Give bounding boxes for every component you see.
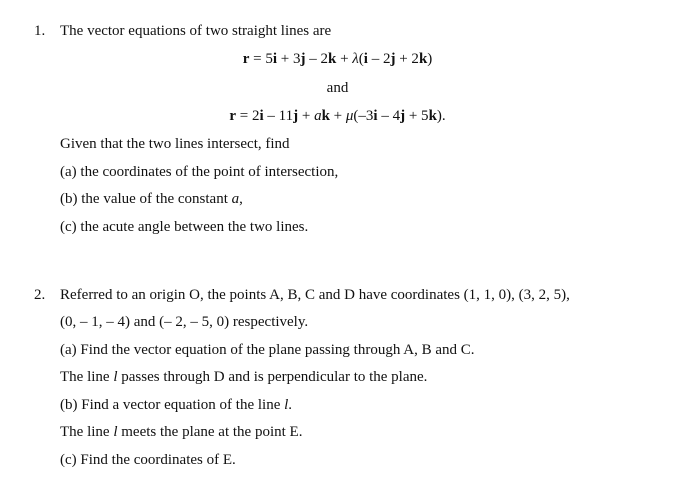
question-2-part-a: (a) Find the vector equation of the plane passing through A, B and C. <box>60 342 475 358</box>
question-1-number: 1. <box>34 23 46 39</box>
part-b-text: , <box>239 191 243 207</box>
eq1-lambda: λ <box>352 51 359 67</box>
and-connector: and <box>326 80 349 96</box>
statement-text: The line <box>60 369 114 385</box>
statement-text: meets the plane at the point E. <box>117 424 303 440</box>
eq2-i: i <box>373 108 378 124</box>
eq2-part: – 4 <box>377 108 401 124</box>
eq1-part: + <box>336 51 353 67</box>
eq1-part: ( <box>358 51 364 67</box>
eq2-part: (–3 <box>353 108 374 124</box>
eq1-part: – 2 <box>305 51 328 67</box>
eq2-part: ). <box>436 108 446 124</box>
part-b-text: (b) Find a vector equation of the line <box>60 397 285 413</box>
line-variable: l <box>284 397 289 413</box>
part-b-variable: a <box>231 191 240 207</box>
question-2-statement-2 <box>60 423 302 441</box>
question-2-line-2: (0, – 1, – 4) and (– 2, – 5, 0) respectively. <box>60 314 309 330</box>
line-variable: l <box>113 369 118 385</box>
question-1-part-b <box>60 190 243 208</box>
eq2-part: + 5 <box>405 108 429 124</box>
eq1-k: k <box>327 51 337 67</box>
eq2-j: j <box>400 108 406 124</box>
question-2-number: 2. <box>34 287 46 303</box>
eq1-part: = 5 <box>249 51 273 67</box>
eq1-part: ) <box>427 51 433 67</box>
statement-text: passes through D and is perpendicular to the plane. <box>117 369 428 385</box>
equation-line-2 <box>0 107 675 125</box>
eq1-i: i <box>272 51 278 67</box>
question-2-part-b <box>60 396 292 414</box>
eq1-i: i <box>363 51 368 67</box>
eq2-a: a <box>314 108 322 124</box>
question-1-part-a: (a) the coordinates of the point of intersection, <box>60 164 339 180</box>
eq1-j: j <box>390 51 396 67</box>
question-1-intro: The vector equations of two straight lines are <box>60 23 332 39</box>
question-2-line-1: Referred to an origin O, the points A, B, C and D have coordinates (1, 1, 0), (3, 2, 5), <box>60 287 570 303</box>
part-b-text: (b) the value of the constant <box>60 191 232 207</box>
part-b-text: . <box>288 397 293 413</box>
eq2-r: r <box>229 108 237 124</box>
eq1-k: k <box>418 51 428 67</box>
eq2-part: = 2 <box>236 108 260 124</box>
eq2-part: + <box>329 108 346 124</box>
eq2-k: k <box>321 108 330 124</box>
statement-text: The line <box>60 424 114 440</box>
question-2-statement-1 <box>60 368 427 386</box>
eq1-part: + 2 <box>395 51 419 67</box>
question-1-given: Given that the two lines intersect, find <box>60 136 290 152</box>
eq2-i: i <box>259 108 264 124</box>
eq2-part: – 11 <box>263 108 294 124</box>
line-variable: l <box>113 424 118 440</box>
eq2-k: k <box>428 108 437 124</box>
eq2-j: j <box>293 108 299 124</box>
eq1-part: + 3 <box>277 51 301 67</box>
question-2-part-c: (c) Find the coordinates of E. <box>60 452 236 468</box>
eq1-part: – 2 <box>367 51 391 67</box>
equation-line-1 <box>0 50 675 68</box>
eq2-part: + <box>298 108 315 124</box>
question-1-part-c: (c) the acute angle between the two lines. <box>60 219 309 235</box>
eq2-mu: μ <box>345 108 354 124</box>
eq1-r: r <box>242 51 250 67</box>
eq1-j: j <box>300 51 306 67</box>
